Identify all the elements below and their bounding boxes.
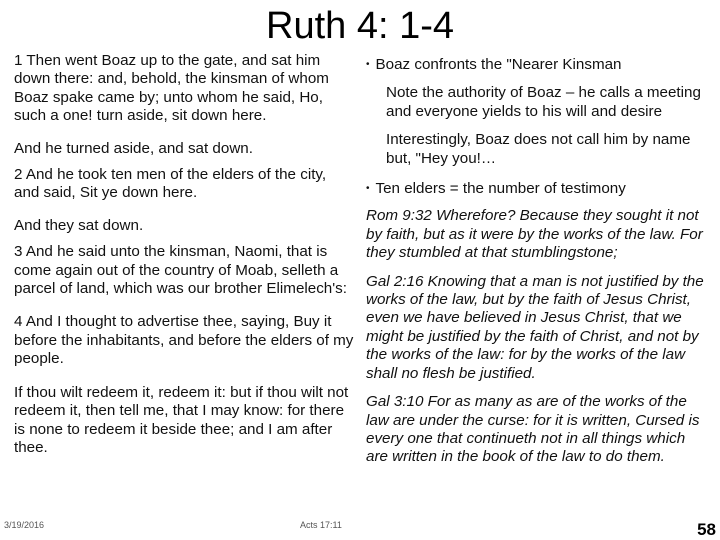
footer-date: 3/19/2016 bbox=[4, 520, 45, 530]
slide-title: Ruth 4: 1-4 bbox=[266, 5, 454, 47]
note-text: Note the authority of Boaz – he calls a meeting and everyone yields to his will and desire bbox=[386, 84, 701, 120]
bullet-point: • Ten elders = the number of testimony bbox=[366, 180, 710, 198]
scripture-paragraph: 3 And he said unto the kinsman, Naomi, that is come again out of the country of Moab, selleth a parcel of land, which was our brother Elimelech's: bbox=[14, 243, 347, 298]
verse-quote: Gal 3:10 For as many as are of the works of the law are under the curse: for it is written, Cursed is every one that continueth not in all things which are written in the book of the law to do them. bbox=[366, 393, 700, 466]
scripture-paragraph: 4 And I thought to advertise thee, saying, Buy it before the inhabitants, and before the elders of my people. bbox=[14, 313, 354, 368]
scripture-paragraph: And they sat down. bbox=[14, 216, 144, 234]
scripture-paragraph: If thou wilt redeem it, redeem it: but if thou wilt not redeem it, then tell me, that I may know: for there is none to redeem it beside thee; and I am after thee. bbox=[14, 383, 349, 456]
scripture-paragraph: 1 Then went Boaz up to the gate, and sat him down there: and, behold, the kinsman of whom Boaz spake came by; unto whom he said, Ho, such a one! turn aside, sit down here. bbox=[14, 52, 329, 125]
note-text: Interestingly, Boaz does not call him by name but, "Hey you!… bbox=[386, 131, 691, 167]
scripture-column bbox=[14, 52, 354, 457]
scripture-paragraph: 2 And he took ten men of the elders of the city, and said, Sit ye down here. bbox=[14, 166, 327, 202]
commentary-column bbox=[366, 56, 710, 467]
scripture-paragraph: And he turned aside, and sat down. bbox=[14, 139, 253, 157]
verse-quote: Rom 9:32 Wherefore? Because they sought it not by faith, but as it were by the works of the law. For they stumbled at that stumblingstone; bbox=[366, 207, 703, 262]
footer-reference: Acts 17:11 bbox=[300, 520, 342, 530]
page-number: 58 bbox=[697, 520, 716, 539]
bullet-point: • Boaz confronts the "Nearer Kinsman bbox=[366, 56, 710, 74]
verse-quote: Gal 2:16 Knowing that a man is not justified by the works of the law, but by the faith of Jesus Christ, even we have believed in Jesus Christ, that we might be justified by the faith of Christ, and not by the works of the law: for by the works of the law shall no flesh be justified. bbox=[366, 272, 704, 382]
